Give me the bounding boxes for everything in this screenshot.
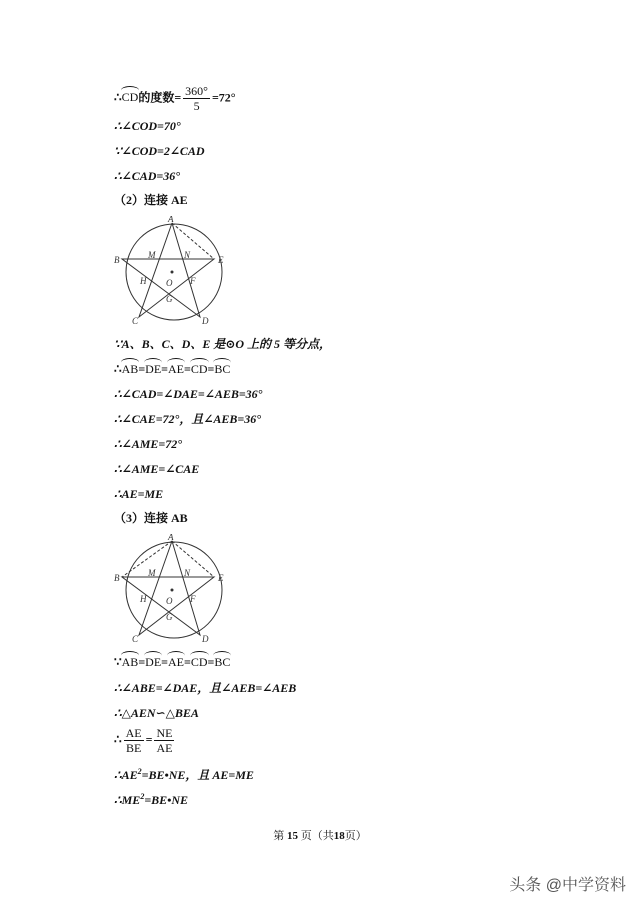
label-g: G [166, 612, 173, 622]
text-line-16: ∴△AEN∽△BEA [114, 706, 199, 720]
footer-text: 第 [273, 830, 285, 842]
label-m: M [148, 568, 156, 578]
text-line-11: ∴∠AME=∠CAE [114, 462, 200, 476]
label-o: O [166, 596, 173, 606]
arc-de: DE [145, 362, 162, 376]
text-line-6: ∵A、B、C、D、E 是⊙O 上的 5 等分点， [114, 337, 332, 351]
text-line-10: ∴∠AME=72° [114, 437, 183, 451]
line19-part-a: ∴ME [114, 793, 141, 807]
arc-ab: AB [121, 362, 139, 376]
arc-bc: BC [214, 362, 231, 376]
section-2-heading: （2）连接 AE [114, 193, 188, 207]
label-b: B [114, 255, 120, 265]
text-line-4: ∴∠CAD=36° [114, 169, 180, 183]
fraction-ae-be [124, 726, 144, 755]
label-h: H [140, 594, 147, 604]
arc-ab: AB [121, 655, 139, 669]
line1-result: =72° [211, 90, 236, 105]
label-c: C [132, 634, 139, 644]
page-number: 15 [287, 830, 298, 842]
label-e: E [218, 255, 224, 265]
label-o: O [166, 278, 173, 288]
label-a: A [168, 216, 174, 224]
fraction-numerator: 360° [185, 84, 208, 98]
arc-bc: BC [214, 655, 231, 669]
text-line-14-arcs: ∵AB=DE=AE=CD=BC [114, 655, 231, 669]
section-3-heading: （3）连接 AB [114, 511, 188, 525]
because-symbol: ∵ [114, 655, 122, 669]
label-n: N [184, 250, 191, 260]
arc-ae: AE [168, 362, 184, 376]
text-line-2: ∴∠COD=70° [114, 119, 181, 133]
equals-sign: = [145, 732, 153, 747]
superscript: 2 [137, 767, 142, 776]
text-line-15: ∴∠ABE=∠DAE，且∠AEB=∠AEB [114, 681, 297, 695]
label-n: N [184, 568, 191, 578]
label-g: G [166, 294, 173, 304]
pentagram-svg-2 [112, 534, 232, 644]
arc-de: DE [145, 655, 162, 669]
text-line-18 [114, 764, 254, 783]
line19-part-b: =BE•NE [144, 793, 189, 807]
text-line-3: ∵∠COD=2∠CAD [114, 144, 205, 158]
text-line-17-ratio [114, 726, 176, 755]
label-e: E [218, 573, 224, 583]
text-line-9: ∴∠CAE=72°，且∠AEB=36° [114, 412, 262, 426]
arc-cd: CD [190, 655, 208, 669]
footer-text: 页） [344, 830, 367, 842]
line18-part-b: =BE•NE，且 AE=ME [141, 768, 254, 782]
label-f: F [190, 594, 196, 604]
watermark: 头条 @中学资料 [509, 877, 626, 894]
text-line-cd-degree [114, 84, 236, 113]
arc-cd: CD [121, 90, 139, 105]
pentagram-svg-1 [112, 216, 232, 326]
therefore-symbol: ∴ [114, 90, 122, 105]
superscript: 2 [140, 792, 145, 801]
text-line-12: ∴AE=ME [114, 487, 164, 501]
label-c: C [132, 316, 139, 326]
label-b: B [114, 573, 120, 583]
fraction-denominator: AE [156, 741, 173, 755]
arc-cd: CD [190, 362, 208, 376]
therefore-symbol: ∴ [114, 732, 122, 747]
arc-ae: AE [168, 655, 184, 669]
footer-text: 页（共 [300, 830, 334, 842]
total-pages: 18 [333, 830, 345, 842]
fraction-ne-ae [154, 726, 174, 755]
pentagram-figure-ae [112, 216, 232, 326]
fraction-denominator: BE [125, 741, 142, 755]
label-d: D [202, 634, 209, 644]
fraction-denominator: 5 [193, 99, 200, 113]
fraction-numerator: NE [156, 726, 173, 740]
label-h: H [140, 276, 147, 286]
text-line-19 [114, 789, 188, 808]
fraction-360-5 [183, 84, 210, 113]
therefore-symbol: ∴ [114, 362, 122, 376]
label-m: M [148, 250, 156, 260]
label-f: F [190, 276, 196, 286]
line18-part-a: ∴AE [114, 768, 138, 782]
label-d: D [202, 316, 209, 326]
label-a: A [168, 534, 174, 542]
line1-mid: 的度数= [138, 90, 182, 105]
text-line-7-arcs: ∴AB=DE=AE=CD=BC [114, 362, 231, 376]
text-line-8: ∴∠CAD=∠DAE=∠AEB=36° [114, 387, 263, 401]
fraction-numerator: AE [125, 726, 142, 740]
pentagram-figure-ab [112, 534, 232, 644]
page-footer [0, 827, 640, 843]
